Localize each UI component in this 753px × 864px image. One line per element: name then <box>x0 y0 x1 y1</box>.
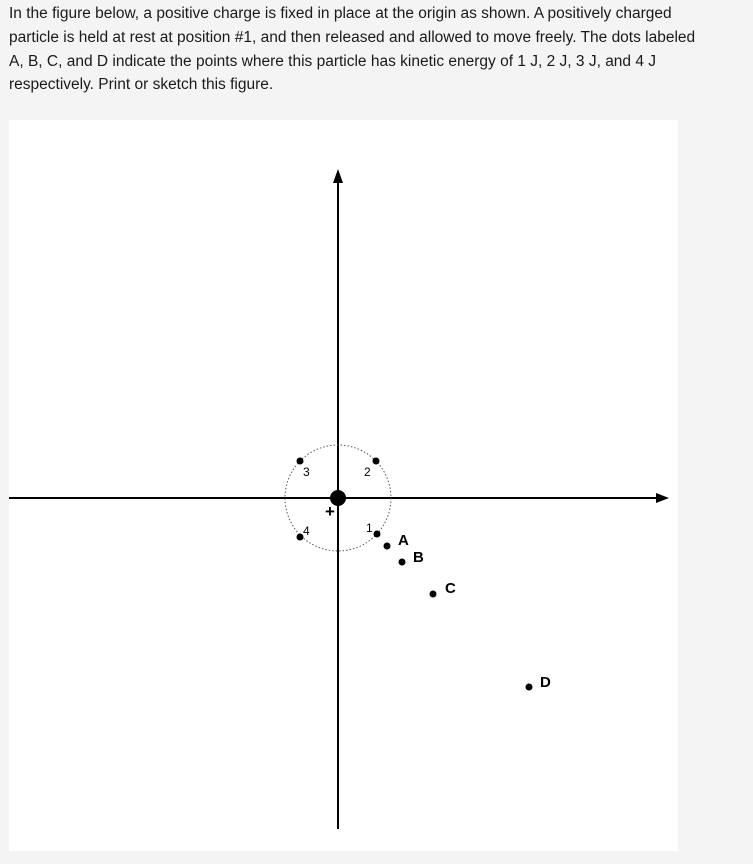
y-axis-arrow-icon <box>333 169 343 183</box>
point-a-label: A <box>398 532 409 549</box>
point-d-label: D <box>540 674 551 691</box>
question-text: In the figure below, a positive charge is fixed in place at the origin as shown. A positively charged particle is held at rest at position #1, and then released and allowed to move freely. The dots labeled A, B, C, and D indicate the points where this particle has kinetic energy of 1 J, 2 J, 3 J, and 4 J respectively. Print or sketch this figure. <box>9 5 696 94</box>
position-3-label: 3 <box>303 465 310 479</box>
position-1-dot <box>374 531 381 538</box>
position-4-label: 4 <box>303 524 310 538</box>
x-axis-arrow-icon <box>656 493 669 503</box>
point-c-label: C <box>445 580 456 597</box>
point-a-dot <box>384 543 391 550</box>
position-1-label: 1 <box>366 521 373 535</box>
point-d-dot <box>526 684 533 691</box>
origin-charge-sign: + <box>325 502 335 521</box>
position-3-dot <box>297 458 304 465</box>
position-2-label: 2 <box>364 465 371 479</box>
point-b-label: B <box>413 549 424 566</box>
figure-canvas <box>9 120 678 851</box>
point-b-dot <box>399 559 406 566</box>
physics-figure <box>9 120 678 851</box>
position-2-dot <box>373 458 380 465</box>
point-c-dot <box>430 591 437 598</box>
